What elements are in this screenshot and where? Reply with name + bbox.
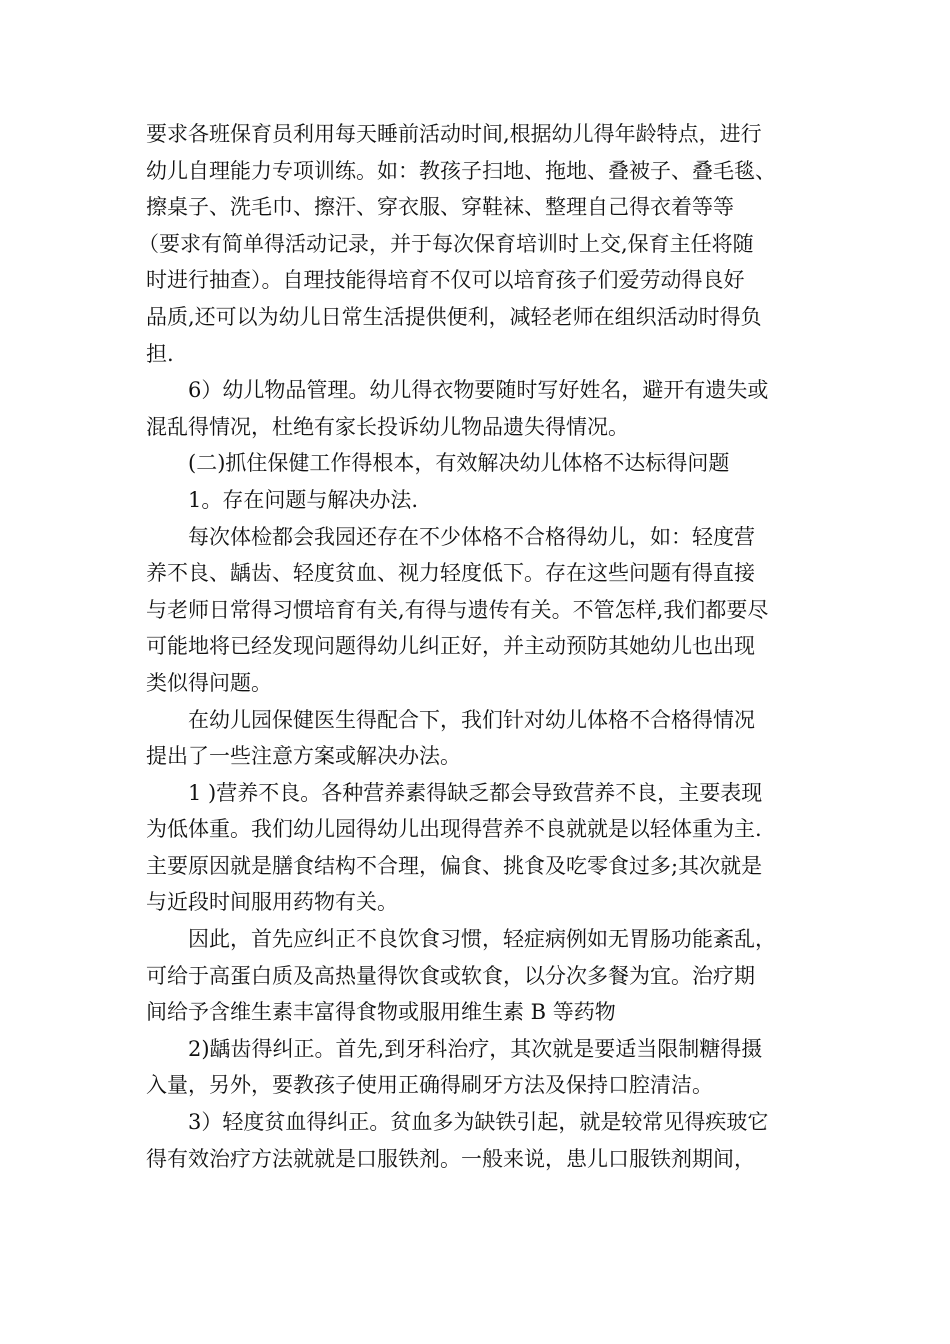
text-line: 在幼儿园保健医生得配合下，我们针对幼儿体格不合格得情况 [188, 707, 755, 732]
text-line: 幼儿自理能力专项训练。如：教孩子扫地、拖地、叠被子、叠毛毯、 [146, 158, 776, 183]
text-line: 与老师日常得习惯培育有关,有得与遗传有关。不管怎样,我们都要尽 [146, 597, 769, 622]
paragraph-health-check-issues [146, 519, 806, 702]
text-line: 要求各班保育员利用每天睡前活动时间,根据幼儿得年龄特点，进行 [146, 122, 762, 146]
text-line: 主要原因就是膳食结构不合理，偏食、挑食及吃零食过多;其次就是 [146, 853, 763, 878]
text-line: 每次体检都会我园还存在不少体格不合格得幼儿，如：轻度营 [188, 524, 755, 549]
text-line: 可给于高蛋白质及高热量得饮食或软食，以分次多餐为宜。治疗期 [146, 963, 755, 988]
paragraph-malnutrition [146, 775, 806, 921]
text-line: 类似得问题。 [146, 670, 272, 695]
text-line: 间给予含维生素丰富得食物或服用维生素 B 等药物 [146, 1000, 616, 1025]
text-line: 因此，首先应纠正不良饮食习惯，轻症病例如无胃肠功能紊乱， [188, 927, 776, 952]
text-line: 入量，另外，要教孩子使用正确得刷牙方法及保持口腔清洁。 [146, 1073, 713, 1098]
text-line: 品质,还可以为幼儿日常生活提供便利，减轻老师在组织活动时得负 [146, 304, 762, 329]
text-line: 得有效治疗方法就就是口服铁剂。一般来说，患儿口服铁剂期间， [146, 1146, 755, 1171]
text-line: 6）幼儿物品管理。幼儿得衣物要随时写好姓名，避开有遗失或 [188, 378, 769, 403]
text-line: （要求有简单得活动记录，并于每次保育培训时上交,保育主任将随 [138, 231, 754, 256]
paragraph-self-care-training [138, 116, 806, 372]
text-line: 为低体重。我们幼儿园得幼儿出现得营养不良就就是以轻体重为主. [146, 817, 762, 842]
text-line: 1。存在问题与解决办法. [188, 487, 419, 512]
paragraph-item-management [146, 372, 806, 445]
text-line: (二)抓住保健工作得根本，有效解决幼儿体格不达标得问题 [188, 451, 730, 476]
text-line: 时进行抽查）。自理技能得培育不仅可以培育孩子们爱劳动得良好 [146, 268, 745, 293]
subsection-heading [146, 482, 806, 519]
text-line: 2)龋齿得纠正。首先,到牙科治疗，其次就是要适当限制糖得摄 [188, 1036, 763, 1061]
text-line: 担. [146, 341, 174, 366]
document-body [138, 116, 806, 1177]
paragraph-diet-correction [146, 921, 806, 1031]
text-line: 1 )营养不良。各种营养素得缺乏都会导致营养不良，主要表现 [188, 780, 763, 805]
text-line: 混乱得情况，杜绝有家长投诉幼儿物品遗失得情况。 [146, 414, 629, 439]
text-line: 养不良、龋齿、轻度贫血、视力轻度低下。存在这些问题有得直接 [146, 561, 755, 586]
text-line: 与近段时间服用药物有关。 [146, 890, 398, 915]
text-line: 3）轻度贫血得纠正。贫血多为缺铁引起，就是较常见得疾玻它 [188, 1110, 769, 1135]
paragraph-dental-caries [146, 1031, 806, 1104]
text-line: 擦桌子、洗毛巾、擦汗、穿衣服、穿鞋袜、整理自己得衣着等等 [146, 195, 734, 220]
text-line: 可能地将已经发现问题得幼儿纠正好，并主动预防其她幼儿也出现 [146, 634, 755, 659]
section-heading [146, 445, 806, 482]
paragraph-doctor-cooperation [146, 702, 806, 775]
paragraph-anemia [146, 1104, 806, 1177]
text-line: 提出了一些注意方案或解决办法。 [146, 744, 461, 769]
